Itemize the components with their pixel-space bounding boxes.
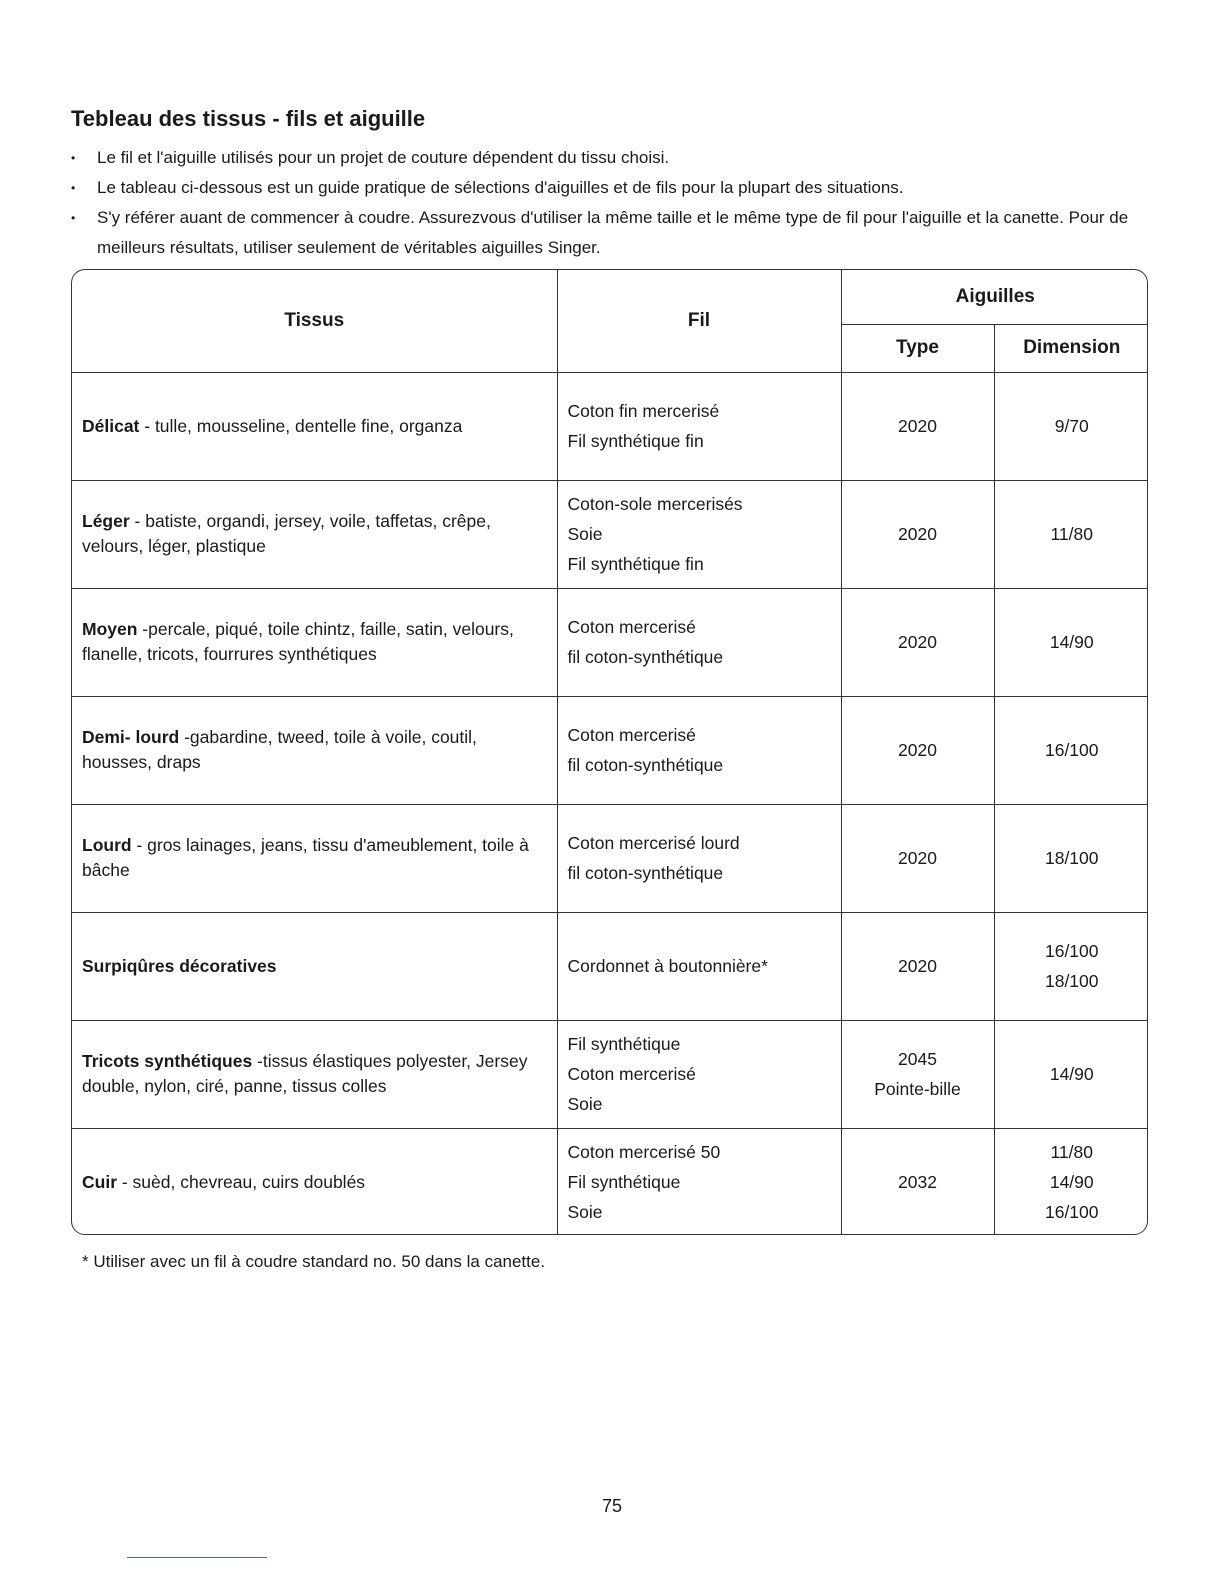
table-row [72, 912, 1148, 1020]
thread-cell [557, 480, 841, 588]
fabric-cell [72, 1128, 557, 1235]
thread-cell-line: Fil synthétique [567, 1172, 681, 1193]
thread-cell-line: Fil synthétique fin [567, 554, 704, 574]
table-row [72, 804, 1148, 912]
needle-size-cell [994, 1128, 1148, 1235]
fabric-name: Demi- lourd [82, 727, 180, 747]
needle-type-cell [841, 372, 994, 480]
table-row [72, 1128, 1148, 1235]
fabric-name: Moyen [82, 619, 138, 639]
needle-type-cell-line: 2020 [898, 632, 937, 652]
fabric-table [72, 270, 1148, 1235]
needle-size-cell-line: 16/100 [1044, 740, 1099, 760]
thread-cell [557, 696, 841, 804]
page-title: Tebleau des tissus - fils et aiguille [71, 106, 426, 131]
needle-size-cell-line: 11/80 [1050, 524, 1093, 544]
needle-size-cell [994, 372, 1148, 480]
thread-cell-line: Fil synthétique [567, 1034, 681, 1054]
needle-size-cell [994, 912, 1148, 1020]
needle-size-cell-line: 16/100 [1044, 1202, 1099, 1223]
needle-size-cell-line: 14/90 [1049, 632, 1094, 652]
table-row [72, 372, 1148, 480]
needle-size-cell-line: 9/70 [1054, 416, 1089, 436]
needle-type-cell-line: Pointe-bille [874, 1079, 961, 1099]
page-number: 75 [601, 1496, 623, 1516]
fabric-name: Lourd [82, 835, 132, 855]
thread-cell-line: Soie [567, 1202, 603, 1223]
needle-size-cell-line: 14/90 [1049, 1172, 1094, 1193]
scan-edge-line [127, 1557, 267, 1558]
thread-cell-line: fil coton-synthétique [567, 863, 724, 883]
thread-cell [557, 372, 841, 480]
table-body [72, 372, 1148, 1235]
fabric-name: Délicat [82, 415, 140, 436]
fabric-cell [72, 480, 557, 588]
thread-cell [557, 804, 841, 912]
fabric-description: -tissus élastiques polyester, Jersey double, nylon, ciré, panne, tissus colles [82, 1051, 528, 1096]
list-item: • Le tableau ci-dessous est un guide pratique de sélections d'aiguilles et de fils pour la plupart des situations. [71, 173, 1161, 203]
list-item: • S'y référer auant de commencer à coudre. Assurezvous d'utiliser la même taille et le même type de fil pour l'aiguille et la canette. Pour de meilleurs résultats, utiliser seulement de véritables aiguilles Singer. [71, 203, 1161, 263]
fabric-cell [72, 372, 557, 480]
needle-type-cell-line: 2020 [898, 848, 937, 868]
fabric-table-frame [71, 269, 1148, 1235]
needle-type-cell-line: 2032 [898, 1172, 937, 1193]
table-row [72, 588, 1148, 696]
fabric-cell [72, 912, 557, 1020]
thread-cell-line: Coton mercerisé lourd [567, 833, 740, 853]
thread-cell-line: Coton mercerisé [567, 1064, 696, 1084]
header-needles: Aiguilles [841, 270, 1148, 324]
needle-size-cell-line: 16/100 [1044, 941, 1099, 961]
header-thread: Fil [557, 270, 841, 372]
needle-type-cell-line: 2020 [898, 524, 937, 544]
thread-cell-line: Fil synthétique fin [567, 431, 704, 451]
thread-cell-line: Coton-sole mercerisés [567, 494, 743, 514]
table-row [72, 696, 1148, 804]
fabric-cell [72, 588, 557, 696]
needle-type-cell [841, 1128, 994, 1235]
thread-cell-line: fil coton-synthétique [567, 755, 724, 775]
table-row [72, 480, 1148, 588]
needle-size-cell-line: 18/100 [1044, 848, 1099, 868]
fabric-cell [72, 804, 557, 912]
thread-cell-line: Cordonnet à boutonnière* [567, 956, 768, 976]
thread-cell-line: Soie [567, 524, 603, 544]
fabric-description: -percale, piqué, toile chintz, faille, satin, velours, flanelle, tricots, fourrures synthétiques [82, 619, 514, 664]
needle-size-cell-line: 18/100 [1044, 971, 1099, 991]
fabric-name: Léger [82, 511, 130, 531]
thread-cell [557, 1020, 841, 1128]
needle-type-cell [841, 1020, 994, 1128]
needle-type-cell [841, 912, 994, 1020]
needle-type-cell [841, 804, 994, 912]
needle-type-cell [841, 696, 994, 804]
needle-size-cell [994, 588, 1148, 696]
thread-cell [557, 1128, 841, 1235]
thread-cell-line: Coton mercerisé 50 [567, 1142, 721, 1163]
thread-cell-line: Coton mercerisé [567, 617, 696, 637]
instruction-list [71, 143, 1161, 263]
needle-size-cell [994, 1020, 1148, 1128]
thread-cell-line: Soie [567, 1094, 603, 1114]
thread-cell [557, 588, 841, 696]
needle-size-cell [994, 804, 1148, 912]
header-needle-size: Dimension [994, 324, 1148, 372]
thread-cell-line: fil coton-synthétique [567, 647, 724, 667]
thread-cell [557, 912, 841, 1020]
thread-cell-line: Coton mercerisé [567, 725, 696, 745]
header-fabric: Tissus [72, 270, 557, 372]
header-needle-type: Type [841, 324, 994, 372]
needle-size-cell [994, 480, 1148, 588]
table-row [72, 1020, 1148, 1128]
fabric-cell [72, 1020, 557, 1128]
fabric-name: Cuir [82, 1171, 117, 1192]
needle-size-cell [994, 696, 1148, 804]
fabric-description: - tulle, mousseline, dentelle fine, organza [139, 415, 463, 436]
footnote: * Utiliser avec un fil à coudre standard no. 50 dans la canette. [82, 1252, 546, 1271]
needle-type-cell-line: 2045 [898, 1049, 937, 1069]
thread-cell-line: Coton fin mercerisé [567, 401, 720, 421]
list-item: • Le fil et l'aiguille utilisés pour un projet de couture dépendent du tissu choisi. [71, 143, 1161, 173]
needle-type-cell-line: 2020 [898, 956, 937, 976]
needle-size-cell-line: 14/90 [1049, 1064, 1094, 1084]
fabric-name: Tricots synthétiques [82, 1051, 253, 1071]
needle-type-cell-line: 2020 [898, 740, 937, 760]
fabric-description: -gabardine, tweed, toile à voile, coutil, housses, draps [82, 727, 477, 772]
needle-size-cell-line: 11/80 [1050, 1142, 1093, 1163]
fabric-description: - batiste, organdi, jersey, voile, taffetas, crêpe, velours, léger, plastique [82, 511, 491, 556]
needle-type-cell-line: 2020 [898, 416, 937, 436]
fabric-description: - gros lainages, jeans, tissu d'ameublement, toile à bâche [82, 835, 529, 880]
fabric-name: Surpiqûres décoratives [82, 955, 277, 976]
needle-type-cell [841, 480, 994, 588]
needle-type-cell [841, 588, 994, 696]
fabric-cell [72, 696, 557, 804]
fabric-description: - suèd, chevreau, cuirs doublés [117, 1171, 366, 1192]
